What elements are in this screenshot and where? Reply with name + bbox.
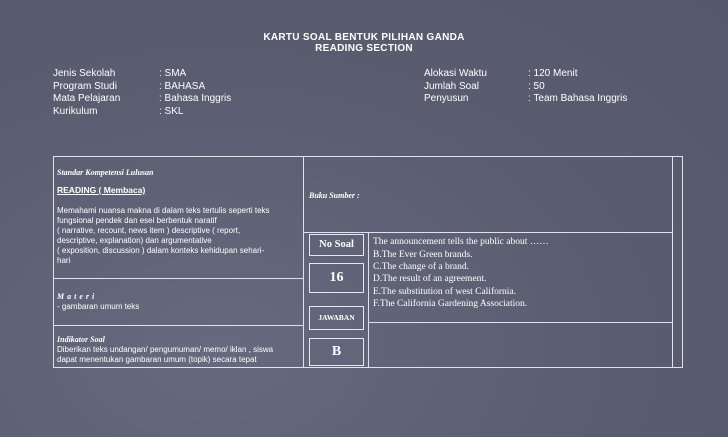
standar-text (57, 206, 270, 266)
materi-text: - gambaran umum teks (57, 302, 140, 311)
info-value: : 120 Menit (528, 68, 578, 79)
standar-line: Memahami nuansa makna di dalam teks tertulis seperti teks (57, 206, 270, 215)
no-soal-value: 16 (309, 263, 364, 293)
info-right-labels (424, 68, 487, 106)
standar-line: fungsional pendek dan esei berbentuk naratif (57, 216, 217, 225)
info-label: Program Studi (53, 80, 117, 92)
standar-title: Standar Kompetensi Lulusan (57, 168, 154, 177)
divider (368, 232, 369, 368)
info-label: Kurikulum (53, 105, 98, 117)
info-label: Jenis Sekolah (53, 68, 116, 79)
standar-line: hari (57, 256, 71, 265)
option-d: D.The result of an agreement. (373, 274, 487, 284)
standar-line: ( narrative, recount, news item ) descriptive ( report, (57, 226, 241, 235)
info-label: Mata Pelajaran (53, 93, 121, 104)
jawaban-value: B (309, 338, 364, 366)
info-label: Alokasi Waktu (424, 68, 487, 79)
standar-line: descriptive, explanation) dan argumentative (57, 236, 212, 245)
materi-title: M a t e r i (57, 292, 95, 301)
divider (368, 322, 672, 323)
option-f: F.The California Gardening Association. (373, 299, 528, 309)
question-text: The announcement tells the public about …… (373, 237, 549, 247)
page-title: KARTU SOAL BENTUK PILIHAN GANDA (263, 32, 465, 43)
option-b: B.The Ever Green brands. (373, 250, 473, 260)
info-label: Jumlah Soal (424, 80, 480, 92)
indikator-line: Diberikan teks undangan/ pengumuman/ memo/ iklan , siswa (57, 345, 274, 354)
divider (303, 232, 672, 233)
reading-label: READING ( Membaca) (57, 185, 146, 195)
info-value: : 50 (528, 80, 545, 92)
buku-sumber-label: Buku Sumber : (309, 191, 360, 200)
standar-line: ( exposition, discussion ) dalam konteks kehidupan sehari- (57, 246, 265, 255)
divider (672, 156, 673, 368)
info-value: : SMA (159, 68, 187, 79)
page-subtitle: READING SECTION (315, 43, 413, 54)
option-e: E.The substitution of west California. (373, 287, 517, 297)
option-c: C.The change of a brand. (373, 262, 470, 272)
info-right-values (528, 68, 627, 106)
no-soal-label: No Soal (309, 234, 364, 256)
divider (53, 278, 303, 279)
info-value: : Team Bahasa Inggris (528, 93, 628, 104)
indikator-line: dapat menentukan gambaran umum (topik) secara tepat (57, 355, 257, 364)
jawaban-label: JAWABAN (309, 306, 364, 330)
info-left-values (159, 68, 231, 118)
info-value: : SKL (159, 105, 184, 117)
info-label: Penyusun (424, 93, 469, 104)
indikator-title: Indikator Soal (57, 335, 105, 344)
divider (53, 325, 303, 326)
info-value: : BAHASA (159, 80, 206, 92)
info-left-labels (53, 68, 120, 118)
divider (303, 156, 304, 368)
info-value: : Bahasa Inggris (159, 93, 232, 104)
indikator-text (57, 345, 273, 365)
